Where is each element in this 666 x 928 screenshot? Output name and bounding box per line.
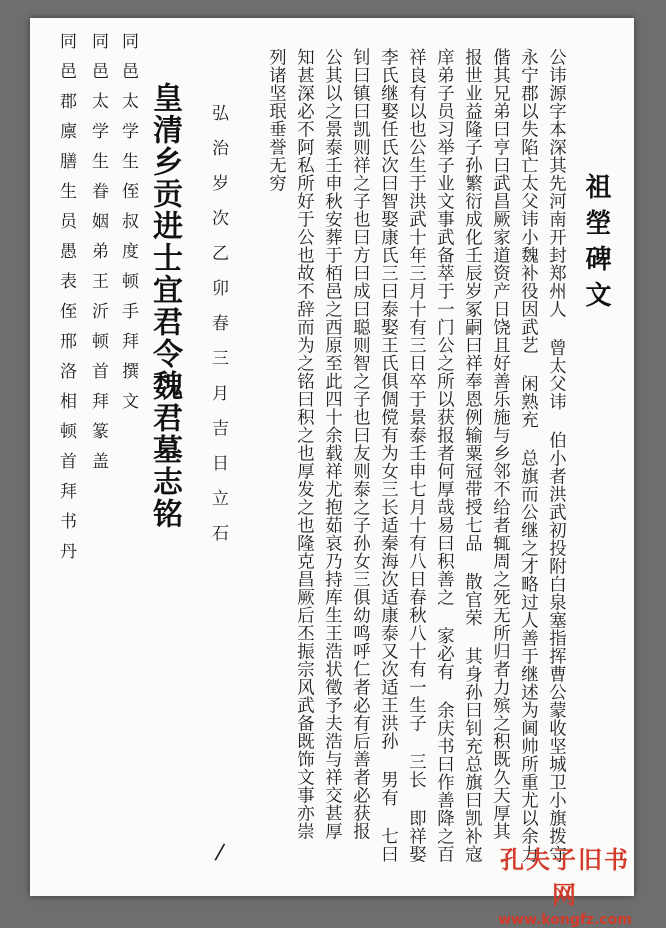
body-column-6: 祥良有以也公生于洪武十年三月十有三日卒于景泰壬申七月十有八日春秋八十有一生子 三长 即祥娶 <box>405 48 426 864</box>
signature-line-1: 同邑太学生侄叔度顿手拜撰文 <box>118 32 138 422</box>
watermark-url: www.kongfz.com <box>498 912 632 928</box>
body-column-7: 李氏继娶任氏次曰智娶康氏三曰泰娶王氏俱倜傥有为女三长适秦海次适康泰又次适王洪孙 男有 七曰 <box>377 48 398 864</box>
body-column-8: 钊曰镇曰凯则祥之子也曰方曰成曰聪则智之子也曰友则泰之子孙女三俱幼鸣呼仁者必有后善者必获报 <box>349 48 370 840</box>
document-title: 祖塋碑文 <box>581 173 611 317</box>
margin-mark: / <box>213 839 226 866</box>
date-line: 弘治岁次乙卯春三月吉日立石 <box>208 104 228 559</box>
body-column-9: 公其以之景泰壬申秋安葬于栢邑之西原至此四十余载祥尤抱茹哀乃持库生王浩状徵予夫浩与祥交甚厚 <box>321 48 342 840</box>
watermark <box>496 840 634 928</box>
epitaph-header-title: 皇清乡贡进士宜君令魏君墓志铭 <box>147 82 182 530</box>
document-page <box>30 18 634 928</box>
body-column-2: 永宁郡以失陷亡太父讳小魏补役因武艺 闲熟充 总旗而公继之才略过人善于继述为阃帅所重尤以余力 <box>517 48 538 864</box>
signature-line-2: 同邑太学生眷姻弟王沂顿首拜篆盖 <box>88 32 108 482</box>
body-column-3: 偕其兄弟曰亨曰武昌厥家道资产日饶且好善乐施与乡邻不给者辄周之死无所归者力殡之积既久天厚其 <box>489 48 510 840</box>
body-column-1: 公讳源字本深其先河南开封郑州人 曾太父讳 伯小者洪武初投附白泉塞指挥曹公蒙收坚城卫小旗拨守 <box>545 48 566 864</box>
signature-line-3: 同邑郡廪膳生员愚表侄邢洛相顿首拜书丹 <box>56 32 76 572</box>
body-column-4: 报世业益隆子孙繁衍成化壬辰岁冢嗣曰祥奉恩例输粟冠带授七品 散官荣 其身孙曰钊充总旗曰凯补寇 <box>461 48 482 864</box>
body-column-10: 知甚深必不阿私所好于公也故不辞而为之铭曰积之也厚发之也隆克昌厥后丕振宗风武备既饰文事亦崇 <box>293 48 314 840</box>
watermark-title: 孔夫子旧书网 <box>500 846 630 909</box>
body-column-11: 列诸坚珉垂誉无穷 <box>265 48 286 192</box>
body-column-5: 庠弟子员习举子业文事武备萃于一门公之所以获报者何厚哉易曰积善之 家必有 余庆书曰作善降之百 <box>433 48 454 864</box>
